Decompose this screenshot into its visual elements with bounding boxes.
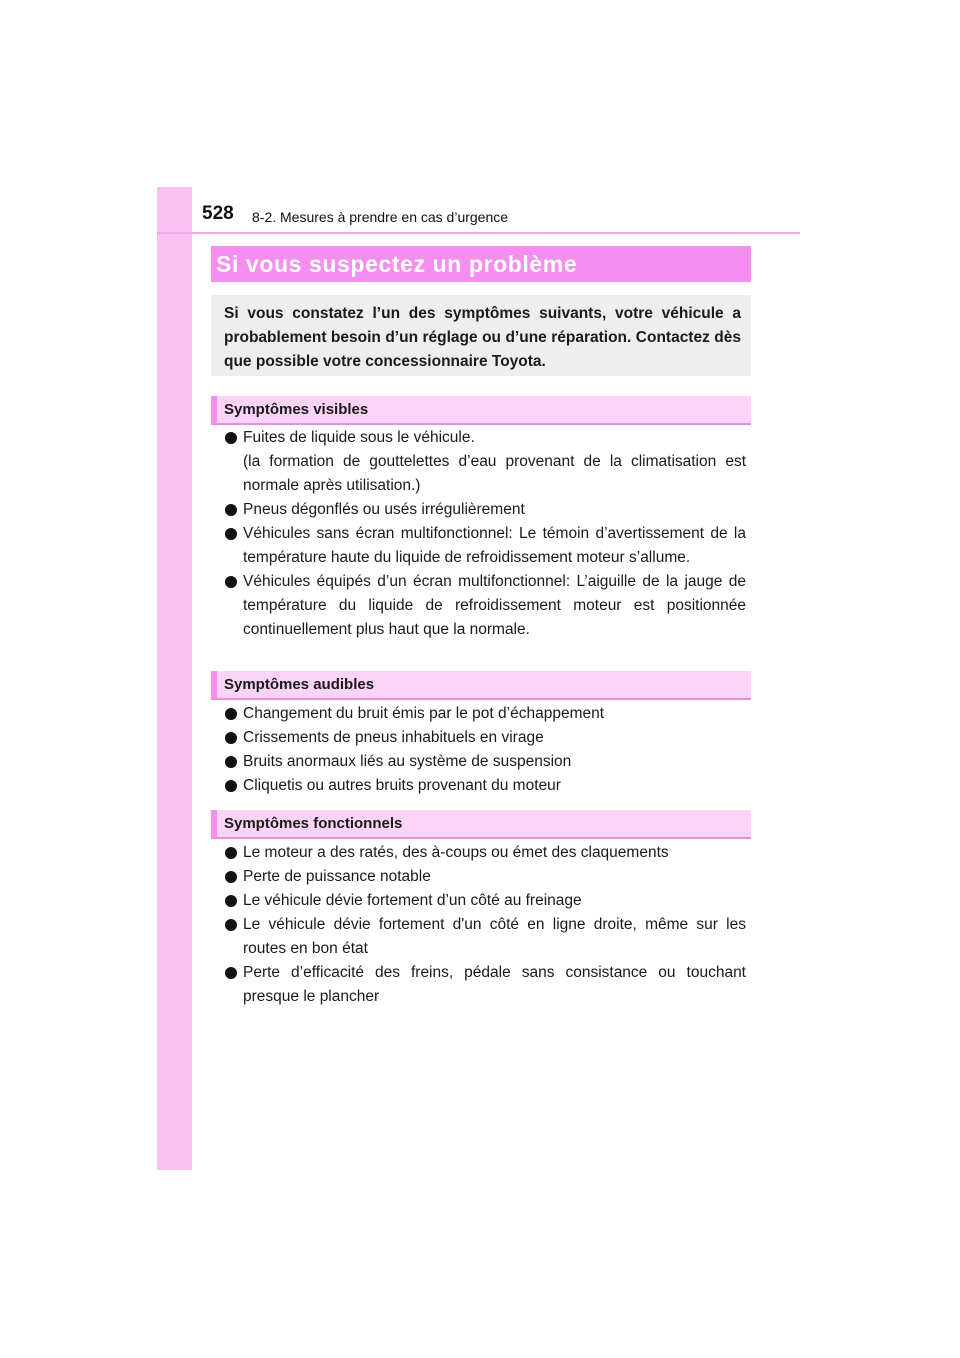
bullet-icon — [225, 919, 237, 931]
visible-symptoms-list — [224, 426, 746, 642]
bullet-icon — [225, 756, 237, 768]
list-item — [224, 913, 746, 961]
list-item-text: Véhicules équipés d’un écran multifonctionnel: L’aiguille de la jauge de température du liquide de refroidissement moteur est positionnée continuellement plus haut que la normale. — [243, 573, 746, 638]
list-item-text: Changement du bruit émis par le pot d’échappement — [243, 705, 605, 722]
list-item-text: Le véhicule dévie fortement d'un côté en ligne droite, même sur les routes en bon état — [243, 916, 746, 957]
list-item — [224, 498, 746, 522]
bullet-icon — [225, 732, 237, 744]
list-item — [224, 726, 746, 750]
bullet-icon — [225, 780, 237, 792]
intro-text: Si vous constatez l’un des symptômes suivants, votre véhicule a probablement besoin d’un réglage ou d’une réparation. Contactez dès que possible votre concessionnaire Toyota. — [224, 305, 741, 370]
list-item — [224, 522, 746, 570]
list-item-text: Pneus dégonflés ou usés irrégulièrement — [243, 501, 525, 518]
bullet-icon — [225, 708, 237, 720]
bullet-icon — [225, 871, 237, 883]
bullet-icon — [225, 528, 237, 540]
list-item — [224, 841, 746, 865]
header-rule — [157, 232, 800, 234]
list-item-note: (la formation de gouttelettes d’eau provenant de la climatisation est normale après utilisation.) — [243, 453, 746, 494]
list-item — [224, 865, 746, 889]
bullet-icon — [225, 895, 237, 907]
subhead-audible-label: Symptômes audibles — [224, 676, 375, 693]
subhead-visible-label: Symptômes visibles — [224, 401, 369, 418]
list-item — [224, 750, 746, 774]
list-item — [224, 702, 746, 726]
list-item — [224, 426, 746, 498]
side-color-strip — [157, 187, 192, 1170]
functional-symptoms-list — [224, 841, 746, 1009]
list-item — [224, 961, 746, 1009]
bullet-icon — [225, 576, 237, 588]
list-item-text: Le véhicule dévie fortement d’un côté au freinage — [243, 892, 582, 909]
section-title: Si vous suspectez un problème — [216, 251, 578, 277]
bullet-icon — [225, 847, 237, 859]
list-item-text: Le moteur a des ratés, des à-coups ou émet des claquements — [243, 844, 669, 861]
list-item-text: Perte de puissance notable — [243, 868, 431, 885]
list-item — [224, 889, 746, 913]
list-item-text: Perte d’efficacité des freins, pédale sans consistance ou touchant presque le plancher — [243, 964, 746, 1005]
bullet-icon — [225, 504, 237, 516]
chapter-title: 8-2. Mesures à prendre en cas d’urgence — [252, 209, 509, 225]
audible-symptoms-list — [224, 702, 746, 798]
list-item-text: Bruits anormaux liés au système de suspension — [243, 753, 572, 770]
subhead-functional-label: Symptômes fonctionnels — [224, 815, 403, 832]
list-item-text: Fuites de liquide sous le véhicule. — [243, 429, 475, 446]
list-item — [224, 570, 746, 642]
list-item-text: Véhicules sans écran multifonctionnel: Le témoin d’avertissement de la température haute du liquide de refroidissement moteur s’allume. — [243, 525, 746, 566]
page-number: 528 — [202, 203, 234, 224]
bullet-icon — [225, 432, 237, 444]
bullet-icon — [225, 967, 237, 979]
list-item-text: Cliquetis ou autres bruits provenant du moteur — [243, 777, 561, 794]
list-item — [224, 774, 746, 798]
list-item-text: Crissements de pneus inhabituels en virage — [243, 729, 544, 746]
